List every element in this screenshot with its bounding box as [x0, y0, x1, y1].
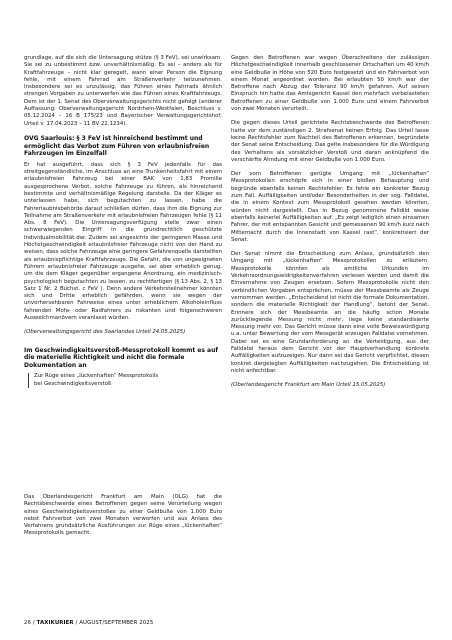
right-column — [231, 55, 429, 399]
publication-name: TAXIKURIER — [36, 620, 74, 626]
section-heading: OVG Saarlouis: § 3 FeV ist hinreichend bestimmt und ermöglicht das Verbot zum Führen von erlaubnisfreien Fahrzeugen im Einzelfall — [24, 134, 210, 158]
citation: (Oberverwaltungsgericht des Saarlandes Urteil 24.05.2025) — [24, 329, 186, 336]
footer-separator: / — [32, 620, 35, 626]
paragraph: Der Senat nimmt die Entscheidung zum Anlass, grundsätzlich den Umgang mit „lückenhaften“ Messprotokollen zu erläutern. Messprotokolle könnten als amtliche Urkunden im Verkehrsordnungswidrigkeitenverfahren verlesen werden und damit die Einvernahme von Zeugen ersetzen. Sofern Messprotokolle nicht den verbindlichen Vorgaben entsprächen, müsse der Messbeamte als Zeuge vernommen werden. „Entscheidend ist nicht die formale Dokumentation, sondern die materielle Richtigkeit der Handlung“, betont der Senat. Erinnere sich der Messbeamte an die häufig schon Monate zurückliegende Messung nicht mehr, liege keine standardisierte Messung mehr vor. Das Gericht müsse dann eine volle Beweiswürdigung u.a. unter Bewertung der vom Messgerät erzeugen Falldatei vornehmen. Dabei sei es eine Grundanforderung an die Verteidigung, aus der Falldatei heraus dem Gericht vor der Hauptverhandlung konkrete Auffälligkeiten aufzuzeigen. Nur dann sei das Gericht verpflichtet, diesen konkret dargelegten Auffälligkeiten nachzugehen. Die Entscheidung ist nicht anfechtbar. — [231, 251, 429, 374]
page-footer — [24, 620, 153, 627]
paragraph: Er hat ausgeführt, dass sich § 3 FeV jedenfalls für das streitgegenständliche, im Anschluss an eine Trunkenheitsfahrt mit einem erlaubnisfreien Fahrzeug bei einer BAK von 1,83 Promille ausgesprochene Verbot, solche Fahrzeuge zu führen, als hinreichend bestimmte und verhältnismäßige Regelung darstelle. Da der Kläger es unterlassen habe, sich begutachten zu lassen, habe die Fahrerlaubnisbehörde darauf schließen dürfen, dass ihm die Eignung zur Teilnahme am Straßenverkehr mit erlaubnisfreien Fahrzeugen fehle (§ 11 Abs. 8 FeV). Die Untersagungsverfügung stelle zwar einen schwerwiegenden Eingriff in die grundrechtlich geschützte Individualmobilität dar. Zudem sei angesichts der geringeren Masse und Höchstgeschwindigkeit erlaubnisfreier Fahrzeuge nicht von der Hand zu weisen, dass solche Fahrzeuge eine geringere Gefahrenquelle darstellten als erlaubnispflichtige Kraftfahrzeuge. Die Gefahr, die von ungeeigneten Führern erlaubnisfreier Fahrzeuge ausgehe, sei aber erheblich genug, um die dem Kläger gegenüber ergangene Anordnung, ein medizinisch-psychologisch begutachten zu lassen, zu rechtfertigen (§ 13 Abs. 2, § 13 Satz 1 Nr. 2 Buchst. c FeV ). Denn andere Verkehrsteilnehmer könnten sich und Dritte erheblich gefährden, wenn sie wegen der unvorhersehbaren Fahrweise eines unter erheblichem Alkoholeinfluss fahrenden Mofa- oder Radfahrers zu riskanten und folgenschweren Ausweichmanövern veranlasst würden. — [24, 161, 222, 321]
page-number: 26 — [24, 620, 32, 626]
paragraph: Der vom Betroffenen gerügte Umgang mit „lückenhaften“ Messprotokollen erschöpfe sich in einer bloßen Behauptung und begründe ebenfalls keinen Rechtsfehler. Es fehle ein konkreter Bezug zum Fall. Auffälligkeiten und/oder Besonderheiten in der sog. Falldatei, die in einem Kontext zum Messprotokoll gesehen werden könnten, würden nicht dargestellt. Das in Bezug genommene Falldild weise ebenfalls keinerlei Auffälligkeiten auf. „Es zeigt lediglich einen einsamen Fahrer, der mit entspannten Gesicht und gemessenen 90 km/h kurz nach Mitternacht durch die Innenstadt von Kassel rast“, konkretisiert der Senat. — [231, 171, 429, 243]
left-column — [24, 55, 222, 397]
paragraph: Gegen den Betroffenen war wegen Überschreitens der zulässigen Höchstgeschwindigkeit innerhalb geschlossener Ortschaften um 40 km/h eine Geldbuße in Höhe von 520 Euro festgesetzt und ein Fahrverbot von einem Monat angeordnet worden. Bei erlaubten 50 km/h war der Betroffene nach Abzug der Toleranz 90 km/h gefahren. Auf seinen Einspruch hin hatte das Amtsgericht Kassel den mehrfach vorbelasteten Betroffenen zu einer Geldbuße von 1.000 Euro und einem Fahrverbot von zwei Monaten verurteilt. — [231, 55, 429, 113]
paragraph: grundlage, auf die sich die Untersagung stütze (§ 3 FeV), sei unwirksam. Sie sei zu unbestimmt bzw. unverhältnismäßig. Es sei – anders als für Kraftfahrzeuge – nicht klar geregelt, wann einer Person die Eignung fehle, mit einem Fahrrad am Straßenverkehr teilzunehmen. Insbesondere sei es unzulässig, das Führen eines Fahrrads ähnlich strengen Vorgaben zu unterwerfen wie das Führen eines Kraftfahrzeugs. Dem ist der 1. Senat des Oberverwaltungsgerichts nicht gefolgt (anderer Auffassung: Oberverwaltungsgericht Nordrhein-Westfalen, Beschluss v. 05.12.2024 – 16 B 175/23 und Bayerischer Verwaltungsgerichtshof, Urteil v. 17.04.2023 – 11 BV 22.1234). — [24, 55, 222, 127]
paragraph: Das Oberlandesgericht Frankfurt am Main (OLG) hat die Rechtsbeschwerde eines Betroffenen gegen seine Verurteilung wegen eines Geschwindigkeitsverstoßes zu einer Geldbuße von 1.000 Euro nebst Fahrverbot von zwei Monaten verworfen und aus Anlass des Verfahrens grundsätzliche Ausführungen zur Rüge eines „lückenhaften“ Messprotokolls gemacht. — [24, 494, 222, 537]
callout-text: Zur Rüge eines „lückenhaften“ Messprotokolls bei Geschwindigkeitsverstoß — [34, 373, 159, 387]
paragraph: Die gegen dieses Urteil gerichtete Rechtsbeschwerde des Betroffenen hatte vor dem zuständigen 2. Strafsenat keinen Erfolg. Das Urteil lasse keine Rechtsfehler zum Nachteil des Betroffenen erkennen, begründete der Senat seine Entscheidung. Das gelte insbesondere für die Würdigung des Verhaltens als vorsätzlicher Verstoß und daran anknüpfend die verschärfte Ahndung mit einer Geldbuße von 1.000 Euro. — [231, 120, 429, 163]
left-column-bottom — [24, 494, 222, 545]
citation: (Oberlandesgericht Frankfurt am Main Urteil 15.05.2025) — [231, 382, 386, 389]
issue-date: / AUGUST/SEPTEMBER 2025 — [75, 620, 154, 626]
section-heading: Im Geschwindigkeitsverstoß-Messprotokoll kommt es auf die materielle Richtigkeit und nicht die formale Dokumentation an — [24, 346, 218, 369]
callout-box — [28, 373, 222, 388]
